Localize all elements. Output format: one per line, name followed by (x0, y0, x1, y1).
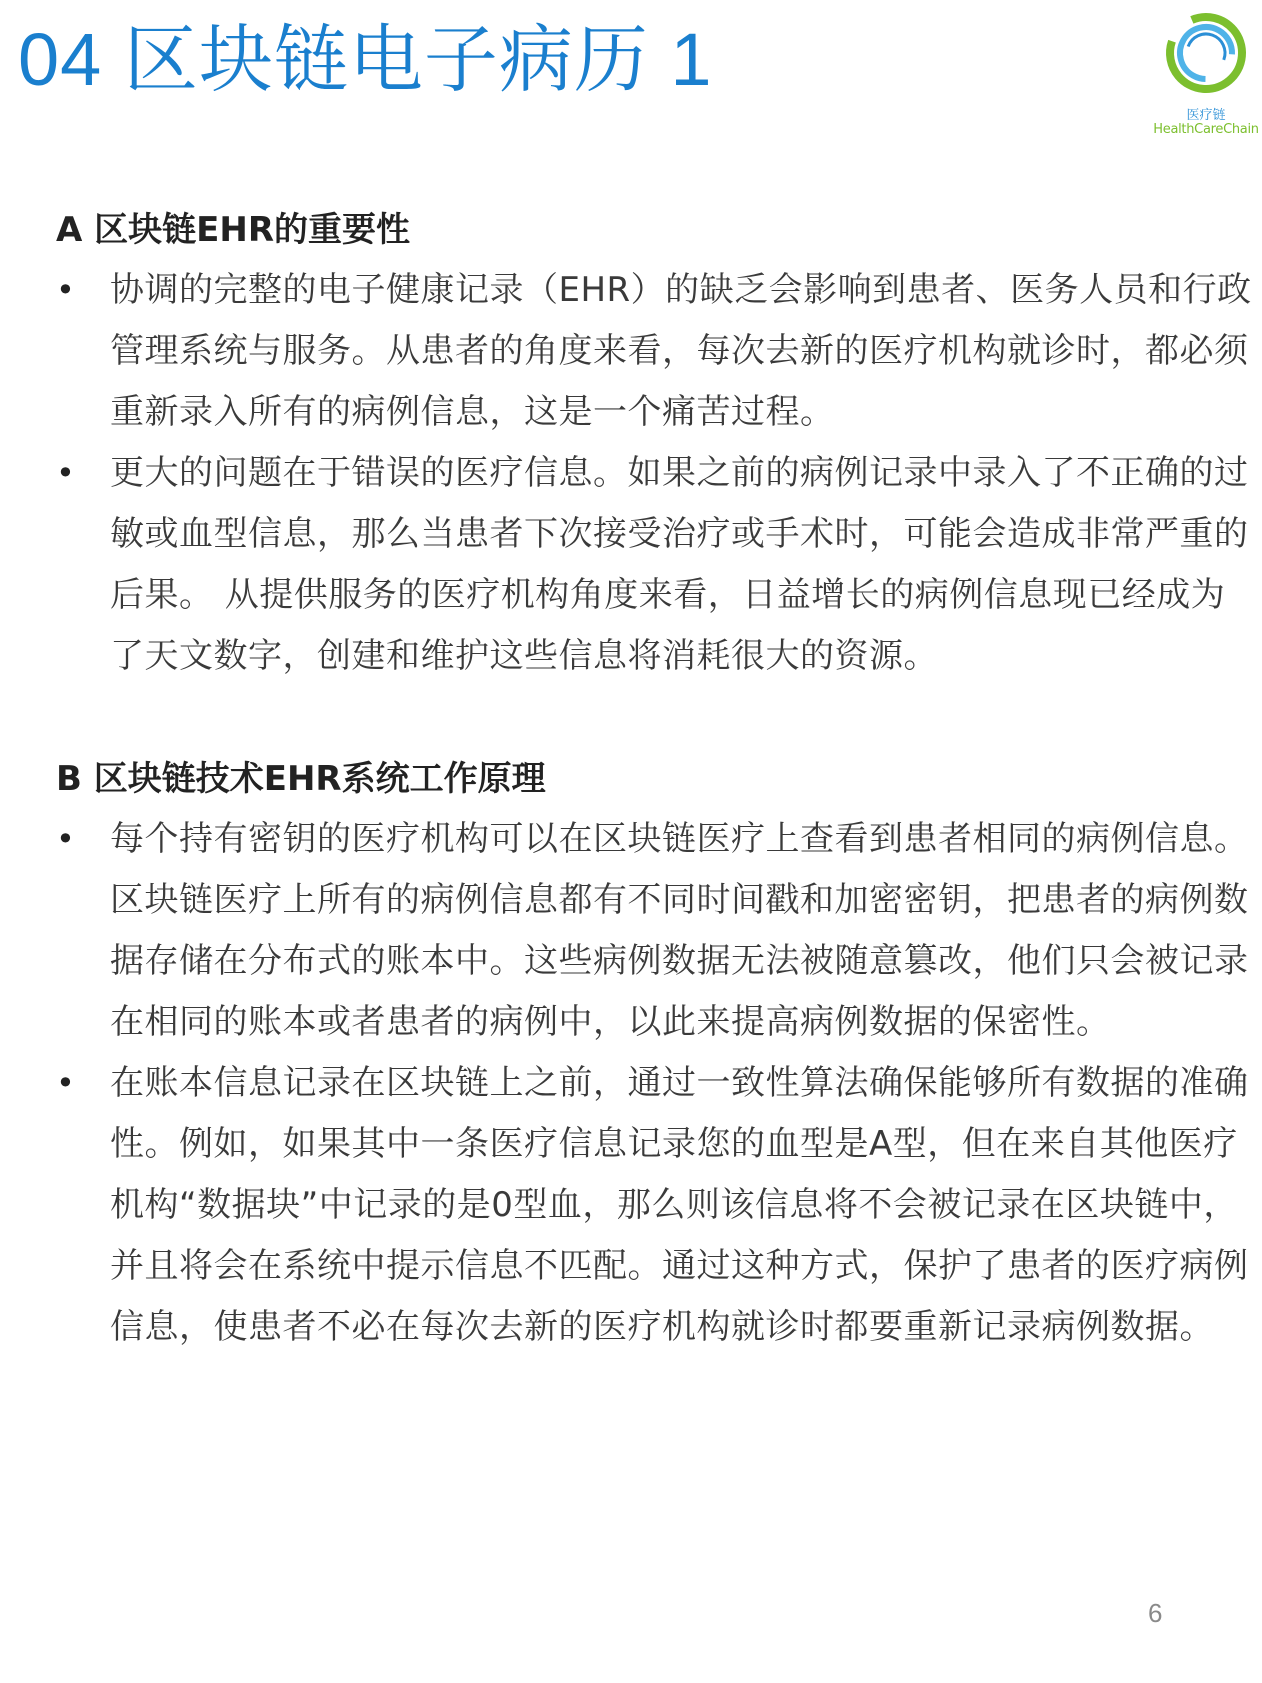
bullet-icon: • (56, 1064, 76, 1102)
section-heading: B 区块链技术EHR系统工作原理 (56, 759, 546, 799)
bullet-item (56, 443, 1255, 687)
bullet-text: 更大的问题在于错误的医疗信息。如果之前的病例记录中录入了不正确的过敏或血型信息，那么当患者下次接受治疗或手术时，可能会造成非常严重的后果。 从提供服务的医疗机构角度来看，日益增长的病例信息现已经成为了天文数字，创建和维护这些信息将消耗很大的资源。 (110, 453, 1249, 676)
section-heading: A 区块链EHR的重要性 (56, 210, 411, 250)
page-title: 04 区块链电子病历 1 (18, 18, 713, 101)
slide-content (56, 200, 1252, 1358)
bullet-text: 协调的完整的电子健康记录（EHR）的缺乏会影响到患者、医务人员和行政管理系统与服务。从患者的角度来看，每次去新的医疗机构就诊时，都必须重新录入所有的病例信息，这是一个痛苦过程。 (110, 270, 1252, 432)
section-b (56, 749, 1249, 1358)
bullet-item (56, 260, 1255, 443)
bullet-item (56, 809, 1255, 1053)
healthcarechain-logo (1150, 8, 1262, 138)
page-number: 6 (1148, 1598, 1163, 1628)
bullet-icon: • (56, 820, 76, 858)
ring-logo-icon (1161, 8, 1251, 98)
logo-name-cn: 医疗链 (1186, 108, 1226, 123)
bullet-text: 每个持有密钥的医疗机构可以在区块链医疗上查看到患者相同的病例信息。区块链医疗上所有的病例信息都有不同时间戳和加密密钥，把患者的病例数据存储在分布式的账本中。这些病例数据无法被随意篡改，他们只会被记录在相同的账本或者患者的病例中，以此来提高病例数据的保密性。 (110, 819, 1249, 1042)
bullet-item (56, 1053, 1255, 1358)
logo-name-en: HealthCareChain (1153, 122, 1259, 137)
bullet-icon: • (56, 454, 76, 492)
section-a (56, 200, 1252, 687)
bullet-text: 在账本信息记录在区块链上之前，通过一致性算法确保能够所有数据的准确性。例如，如果其中一条医疗信息记录您的血型是A型，但在来自其他医疗机构“数据块”中记录的是0型血，那么则该信息将不会被记录在区块链中，并且将会在系统中提示信息不匹配。通过这种方式，保护了患者的医疗病例信息，使患者不必在每次去新的医疗机构就诊时都要重新记录病例数据。 (110, 1063, 1249, 1347)
bullet-icon: • (56, 271, 76, 309)
